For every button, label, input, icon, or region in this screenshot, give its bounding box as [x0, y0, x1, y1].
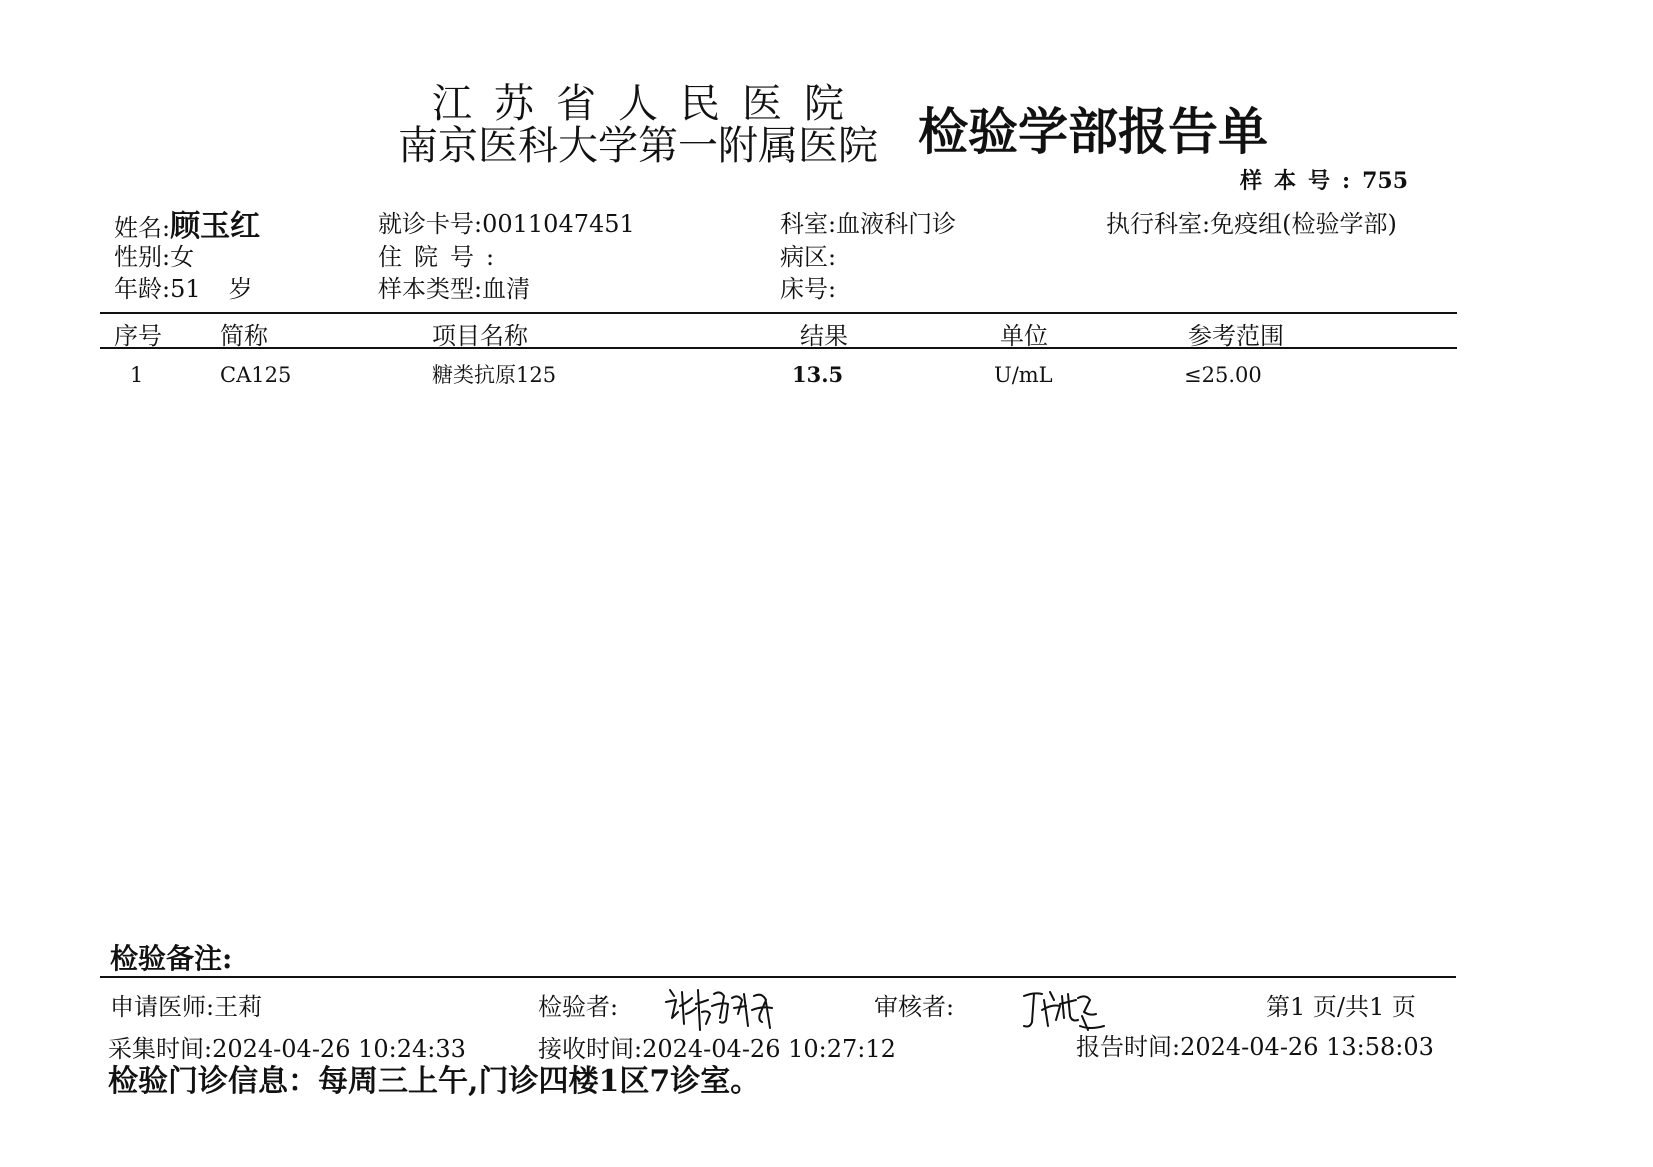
header-abbr: 简称	[220, 322, 268, 350]
reviewer-label: 审核者:	[874, 993, 955, 1021]
tester-label: 检验者:	[538, 993, 619, 1021]
reviewer-signature	[1020, 986, 1110, 1036]
patient-name-value: 顾玉红	[170, 209, 261, 244]
hospital-name-line1: 江苏省人民医院	[432, 81, 866, 127]
remark-label: 检验备注:	[110, 942, 233, 975]
patient-sex	[114, 242, 194, 272]
sample-number	[1240, 168, 1408, 194]
report-time	[1076, 1032, 1434, 1062]
sample-type-label: 样本类型:	[378, 275, 483, 303]
header-range: 参考范围	[1188, 322, 1284, 350]
table-header-rule	[100, 347, 1457, 349]
tester-signature	[662, 984, 782, 1034]
row-item: 糖类抗原125	[432, 363, 557, 387]
bed-number	[780, 274, 836, 304]
patient-name-label: 姓名:	[114, 214, 171, 242]
ward	[780, 242, 836, 272]
row-result: 13.5	[792, 362, 844, 387]
exec-dept-label: 执行科室:	[1106, 210, 1211, 238]
receive-label: 接收时间:	[538, 1035, 643, 1063]
age-value: 51	[170, 275, 201, 303]
sample-type	[378, 274, 530, 304]
age-unit: 岁	[228, 275, 253, 303]
report-time-value: 2024-04-26 13:58:03	[1180, 1033, 1434, 1061]
header-seq: 序号	[114, 322, 162, 350]
table-top-rule	[100, 312, 1457, 314]
age-label: 年龄:	[114, 275, 171, 303]
row-range: ≤25.00	[1184, 363, 1262, 387]
page-info: 第1 页/共1 页	[1266, 993, 1416, 1021]
patient-card-number	[378, 209, 635, 239]
exec-dept-value: 免疫组(检验学部)	[1210, 210, 1397, 238]
inpatient-label: 住院号:	[378, 243, 507, 271]
row-abbr: CA125	[220, 363, 292, 387]
requesting-physician	[110, 992, 262, 1022]
receive-value: 2024-04-26 10:27:12	[642, 1035, 896, 1063]
patient-name	[114, 209, 261, 244]
clinic-info: 检验门诊信息：每周三上午,门诊四楼1区7诊室。	[108, 1064, 761, 1099]
sex-label: 性别:	[114, 243, 171, 271]
row-seq: 1	[130, 363, 144, 387]
ward-label: 病区:	[780, 243, 837, 271]
report-title: 检验学部报告单	[918, 102, 1268, 161]
header-unit: 单位	[1000, 322, 1048, 350]
card-number-label: 就诊卡号:	[378, 210, 483, 238]
card-number-value: 0011047451	[482, 210, 635, 238]
header-result: 结果	[800, 322, 848, 350]
patient-department	[780, 209, 956, 239]
collect-value: 2024-04-26 10:24:33	[212, 1035, 466, 1063]
collection-time	[108, 1034, 466, 1064]
row-unit: U/mL	[994, 363, 1053, 387]
receive-time	[538, 1034, 896, 1064]
requester-label: 申请医师:	[110, 993, 215, 1021]
header-item: 项目名称	[432, 322, 528, 350]
requester-value: 王莉	[214, 993, 263, 1021]
sample-type-value: 血清	[482, 275, 531, 303]
bed-label: 床号:	[780, 275, 837, 303]
collect-label: 采集时间:	[108, 1035, 213, 1063]
sample-number-value: 755	[1362, 168, 1409, 194]
sample-number-label: 样本号:	[1240, 168, 1363, 194]
inpatient-number	[378, 242, 506, 272]
patient-age	[114, 274, 253, 304]
department-label: 科室:	[780, 210, 837, 238]
executing-department	[1106, 209, 1397, 239]
sex-value: 女	[170, 243, 195, 271]
footer-rule	[100, 976, 1456, 978]
department-value: 血液科门诊	[836, 210, 957, 238]
report-time-label: 报告时间:	[1076, 1033, 1181, 1061]
hospital-name-line2: 南京医科大学第一附属医院	[398, 123, 878, 169]
